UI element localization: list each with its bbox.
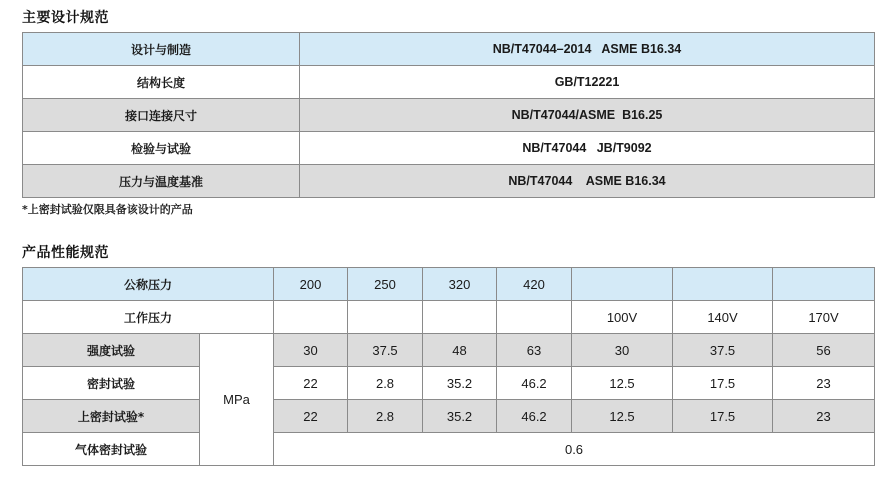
spec-value: NB/T47044 JB/T9092 [300,132,875,165]
test-value: 30 [572,334,673,367]
nominal-pressure-value [673,268,773,301]
table-row [23,433,875,466]
table-row [23,334,875,367]
test-value: 63 [497,334,572,367]
test-value: 37.5 [348,334,423,367]
nominal-pressure-value: 320 [423,268,497,301]
spec-label: 结构长度 [23,66,300,99]
spec-label: 压力与温度基准 [23,165,300,198]
table-row [23,400,875,433]
spec-label: 检验与试验 [23,132,300,165]
test-value: 35.2 [423,400,497,433]
test-value: 2.8 [348,400,423,433]
test-value: 23 [773,400,875,433]
nominal-pressure-value: 250 [348,268,423,301]
nominal-pressure-value [773,268,875,301]
test-value: 23 [773,367,875,400]
test-value: 17.5 [673,400,773,433]
test-value: 30 [274,334,348,367]
nominal-pressure-value: 420 [497,268,572,301]
test-value: 22 [274,400,348,433]
working-pressure-value: 100V [572,301,673,334]
test-value: 48 [423,334,497,367]
working-pressure-value [274,301,348,334]
spec-label: 设计与制造 [23,33,300,66]
spec-value: GB/T12221 [300,66,875,99]
test-value: 2.8 [348,367,423,400]
test-value: 12.5 [572,367,673,400]
table-row [23,33,875,66]
nominal-pressure-label: 公称压力 [23,268,274,301]
table-row [23,301,875,334]
spec-label: 接口连接尺寸 [23,99,300,132]
working-pressure-value: 140V [673,301,773,334]
nominal-pressure-value: 200 [274,268,348,301]
table-row [23,99,875,132]
gas-test-value: 0.6 [274,433,875,466]
nominal-pressure-value [572,268,673,301]
test-value: 12.5 [572,400,673,433]
unit-label: MPa [200,334,274,466]
table-row [23,165,875,198]
test-label: 密封试验 [23,367,200,400]
working-pressure-value: 170V [773,301,875,334]
working-pressure-value [423,301,497,334]
gas-test-label: 气体密封试验 [23,433,200,466]
performance-title: 产品性能规范 [22,245,109,261]
spec-value: NB/T47044 ASME B16.34 [300,165,875,198]
test-value: 46.2 [497,400,572,433]
spec-value: NB/T47044/ASME B16.25 [300,99,875,132]
performance-table [22,267,875,466]
test-value: 56 [773,334,875,367]
table-row [23,66,875,99]
working-pressure-value [497,301,572,334]
test-value: 35.2 [423,367,497,400]
main-specs-title: 主要设计规范 [22,10,109,26]
footnote: *上密封试验仅限具备该设计的产品 [22,203,193,216]
working-pressure-value [348,301,423,334]
test-value: 17.5 [673,367,773,400]
spec-value: NB/T47044–2014 ASME B16.34 [300,33,875,66]
test-value: 37.5 [673,334,773,367]
table-row [23,367,875,400]
table-row [23,268,875,301]
test-value: 22 [274,367,348,400]
table-row [23,132,875,165]
test-label: 强度试验 [23,334,200,367]
test-label: 上密封试验* [23,400,200,433]
main-specs-table [22,32,875,198]
test-value: 46.2 [497,367,572,400]
working-pressure-label: 工作压力 [23,301,274,334]
